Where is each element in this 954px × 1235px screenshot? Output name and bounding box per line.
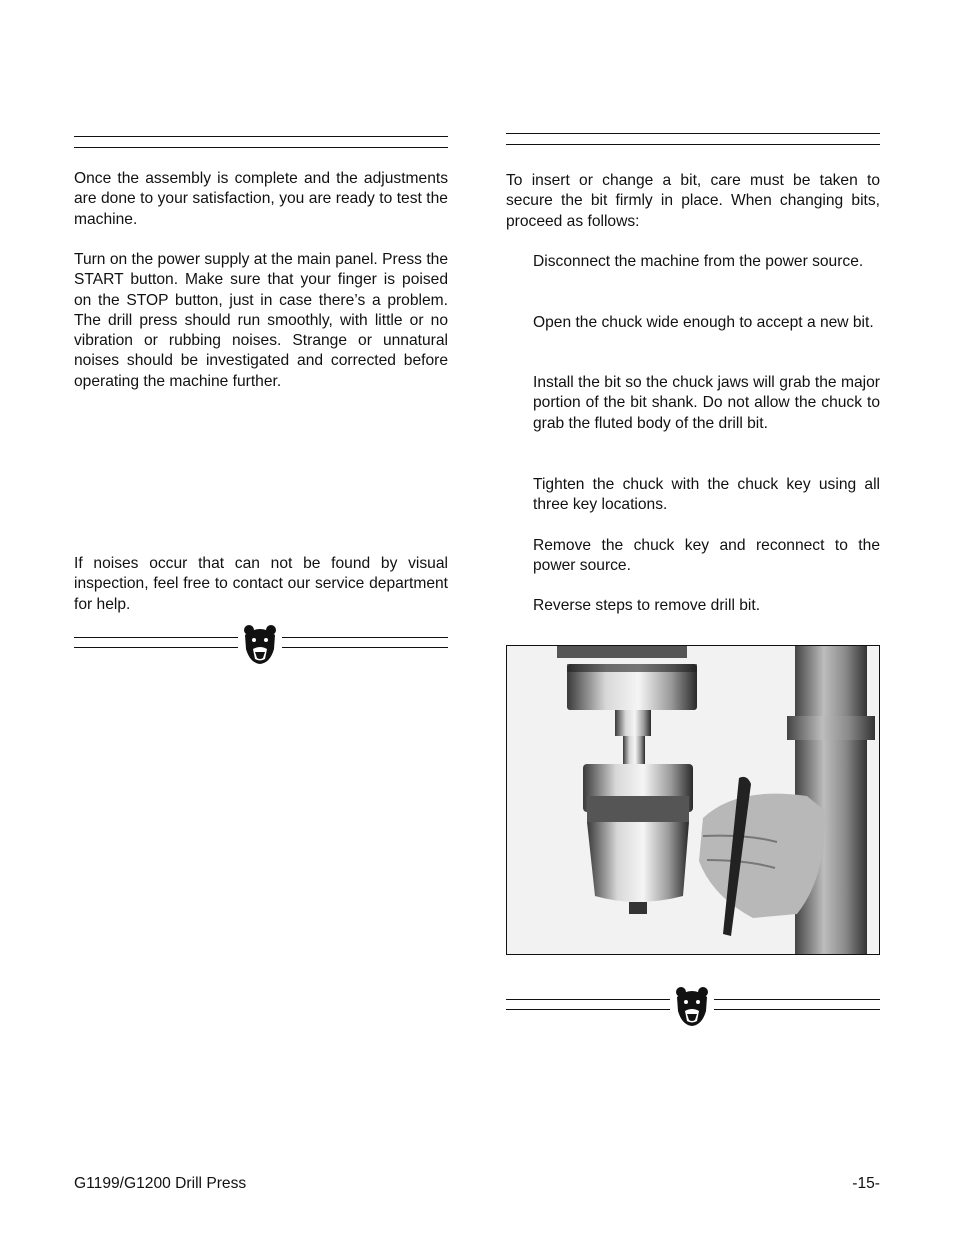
section-rule-top — [74, 136, 448, 137]
step-3: Install the bit so the chuck jaws will grab the major portion of the bit shank. Do not allow the chuck to grab the fluted body of the drill bit. — [533, 374, 880, 432]
section-rule-top — [506, 133, 880, 134]
section-rule-bottom — [506, 144, 880, 145]
section-rule-bottom — [74, 147, 448, 148]
step-5: Remove the chuck key and reconnect to the power source. — [533, 537, 880, 575]
bear-head-icon — [674, 985, 710, 1027]
test-run-paragraph-2: Turn on the power supply at the main panel. Press the START button. Make sure that your finger is poised on the STOP button, just in case there’s a problem. The drill press should run smoothly, with little or no vibration or rubbing noises. Strange or unnatural noises should be investigated and corrected before operating the machine further. — [74, 251, 448, 390]
test-run-paragraph-1: Once the assembly is complete and the adjustments are done to your satisfaction, you are ready to test the machine. — [74, 170, 448, 228]
footer-model: G1199/G1200 Drill Press — [74, 1175, 247, 1192]
bear-head-icon — [242, 623, 278, 665]
drill-chuck-illustration — [507, 646, 880, 955]
footer-page-number: -15- — [852, 1175, 880, 1192]
step-1: Disconnect the machine from the power source. — [533, 253, 864, 270]
step-4: Tighten the chuck with the chuck key using all three key locations. — [533, 476, 880, 514]
chuck-photo — [506, 645, 880, 955]
section-end-divider-right — [506, 985, 880, 1027]
step-6: Reverse steps to remove drill bit. — [533, 597, 761, 614]
bit-change-intro: To insert or change a bit, care must be taken to secure the bit firmly in place. When changing bits, proceed as follows: — [506, 172, 880, 230]
section-end-divider — [74, 623, 448, 665]
step-2: Open the chuck wide enough to accept a new bit. — [533, 314, 874, 331]
test-run-paragraph-3: If noises occur that can not be found by visual inspection, feel free to contact our service department for help. — [74, 555, 448, 613]
